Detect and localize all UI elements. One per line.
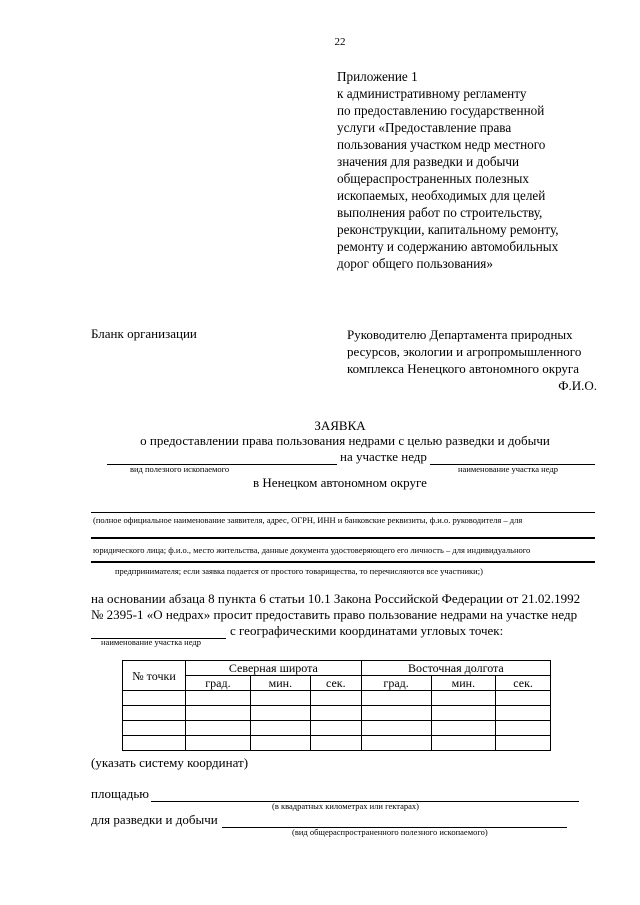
area-caption: (в квадратных километрах или гектарах): [272, 801, 419, 811]
on-site-label: на участке недр: [340, 449, 427, 464]
addressee-line: Руководителю Департамента природных: [347, 327, 573, 342]
basis-line-2: № 2395-1 «О недрах» просит предоставить право пользование недрами на участке недр: [91, 607, 578, 622]
table-cell[interactable]: [250, 736, 310, 751]
applicant-caption-3: предпринимателя; если заявка подается от простого товарищества, то перечисляются все участники;): [115, 566, 483, 576]
table-cell[interactable]: [431, 706, 496, 721]
table-cell[interactable]: [431, 691, 496, 706]
table-cell[interactable]: [186, 736, 251, 751]
table-cell[interactable]: [310, 706, 361, 721]
area-row: [91, 786, 579, 802]
table-cell[interactable]: [250, 691, 310, 706]
table-row: [123, 721, 551, 736]
annex-line: услуги «Предоставление права: [337, 120, 512, 135]
col-north-latitude: Северная широта: [186, 661, 362, 676]
purpose-row: [91, 812, 567, 828]
application-subtitle: о предоставлении права пользования недрами с целью разведки и добычи: [140, 433, 550, 448]
annex-block: [337, 68, 597, 272]
basis-site-caption: наименование участка недр: [101, 637, 201, 647]
annex-line: значения для разведки и добычи: [337, 154, 520, 169]
applicant-line-2[interactable]: [91, 537, 595, 539]
applicant-line-3[interactable]: [91, 561, 595, 563]
table-cell[interactable]: [186, 691, 251, 706]
coordinates-table: [122, 660, 551, 751]
col-min: мин.: [431, 676, 496, 691]
applicant-caption-1: (полное официальное наименование заявителя, адрес, ОГРН, ИНН и банковские реквизиты, ф.и.о. руководителя – для: [93, 515, 523, 525]
addressee-line: комплекса Ненецкого автономного округа: [347, 361, 580, 376]
annex-line: пользования участком недр местного: [337, 137, 546, 152]
table-cell[interactable]: [431, 721, 496, 736]
annex-line: ископаемых, необходимых для целей: [337, 188, 546, 203]
addressee-line: ресурсов, экологии и агропромышленного: [347, 344, 582, 359]
table-row: [123, 691, 551, 706]
col-min: мин.: [250, 676, 310, 691]
table-cell[interactable]: [361, 736, 431, 751]
col-sec: сек.: [310, 676, 361, 691]
annex-line: реконструкции, капитальному ремонту,: [337, 222, 559, 237]
table-cell[interactable]: [186, 721, 251, 736]
basis-line-1: на основании абзаца 8 пункта 6 статьи 10.1 Закона Российской Федерации от 21.02.1992: [91, 591, 581, 606]
annex-line: к административному регламенту: [337, 86, 527, 101]
table-cell[interactable]: [431, 736, 496, 751]
table-cell[interactable]: [496, 706, 551, 721]
col-sec: сек.: [496, 676, 551, 691]
annex-line: общераспространенных полезных: [337, 171, 529, 186]
table-cell[interactable]: [496, 691, 551, 706]
purpose-label: для разведки и добычи: [91, 812, 218, 827]
addressee-fio: Ф.И.О.: [558, 378, 597, 393]
table-cell[interactable]: [123, 736, 186, 751]
table-cell[interactable]: [123, 691, 186, 706]
region-text: в Ненецком автономном округе: [253, 475, 427, 490]
applicant-caption-2: юридического лица; ф.и.о., место жительства, данные документа удостоверяющего его личность – для индивидуального: [93, 545, 531, 555]
purpose-caption: (вид общераспространенного полезного ископаемого): [292, 827, 488, 837]
table-cell[interactable]: [496, 736, 551, 751]
col-point-number: № точки: [123, 661, 186, 691]
mineral-type-caption: вид полезного ископаемого: [130, 464, 230, 474]
annex-line: выполнения работ по строительству,: [337, 205, 543, 220]
basis-line-3-text: с географическими координатами угловых точек:: [230, 623, 504, 638]
page-number: 22: [334, 36, 346, 48]
annex-line: ремонту и содержанию автомобильных: [337, 239, 559, 254]
col-deg: град.: [186, 676, 251, 691]
table-row: [123, 736, 551, 751]
annex-title: Приложение 1: [337, 69, 418, 84]
coordinate-system-note: (указать систему координат): [91, 755, 249, 770]
annex-line: дорог общего пользования»: [337, 256, 493, 271]
table-subheader-row: [123, 676, 551, 691]
table-cell[interactable]: [123, 721, 186, 736]
table-cell[interactable]: [361, 706, 431, 721]
table-cell[interactable]: [361, 721, 431, 736]
application-title: ЗАЯВКА: [314, 418, 366, 433]
table-cell[interactable]: [310, 736, 361, 751]
applicant-line-1[interactable]: [91, 512, 595, 513]
table-row: [123, 706, 551, 721]
table-cell[interactable]: [250, 706, 310, 721]
organization-letterhead-label: Бланк организации: [91, 326, 197, 341]
table-cell[interactable]: [310, 691, 361, 706]
area-label: площадью: [91, 786, 149, 801]
legal-basis-paragraph: [91, 591, 596, 639]
col-deg: град.: [361, 676, 431, 691]
table-cell[interactable]: [361, 691, 431, 706]
mineral-site-row: [107, 449, 595, 465]
table-header-row: [123, 661, 551, 676]
table-cell[interactable]: [310, 721, 361, 736]
table-cell[interactable]: [496, 721, 551, 736]
table-cell[interactable]: [186, 706, 251, 721]
table-cell[interactable]: [250, 721, 310, 736]
site-name-caption: наименование участка недр: [458, 464, 558, 474]
addressee-block: [347, 326, 597, 394]
annex-line: по предоставлению государственной: [337, 103, 545, 118]
col-east-longitude: Восточная долгота: [361, 661, 550, 676]
table-cell[interactable]: [123, 706, 186, 721]
